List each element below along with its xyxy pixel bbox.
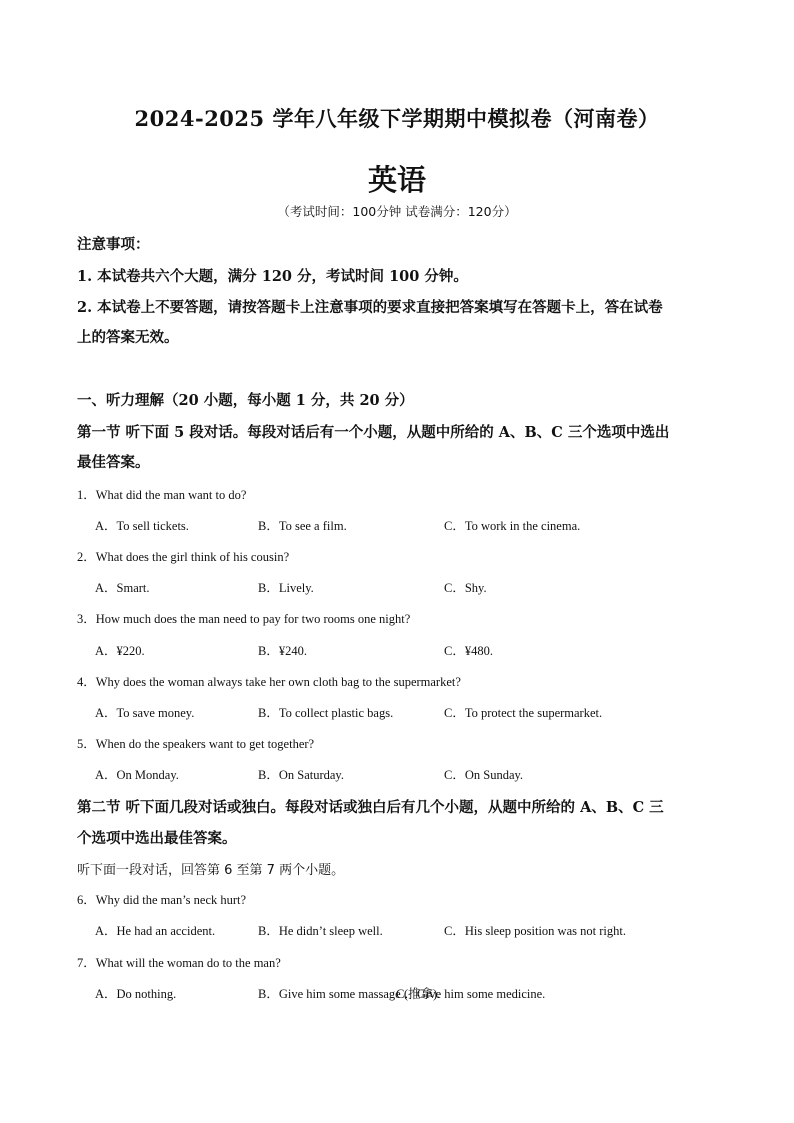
option-c: C．To work in the cinema. bbox=[444, 519, 581, 533]
subject-title: 英语 bbox=[367, 163, 426, 197]
section-1-heading: 一、听力理解（20 小题，每小题 1 分，共 20 分） bbox=[77, 392, 414, 409]
question-2: 2．What does the girl think of his cousin? bbox=[77, 550, 290, 564]
question-1-options bbox=[95, 516, 775, 534]
option-c: C．Give him some medicine. bbox=[396, 987, 546, 1001]
option-a: A．Do nothing. bbox=[95, 987, 177, 1001]
option-c: C．To protect the supermarket. bbox=[444, 706, 603, 720]
part-1-instruction-line-2: 最佳答案。 bbox=[77, 454, 150, 471]
part-1-instruction-line-1: 第一节 听下面 5 段对话。每段对话后有一个小题，从题中所给的 A、B、C 三个选项中选出 bbox=[77, 424, 670, 441]
question-2-options bbox=[95, 578, 775, 596]
option-a: A．To save money. bbox=[95, 706, 195, 720]
option-c: C．Shy. bbox=[444, 581, 487, 595]
option-b: B．To collect plastic bags. bbox=[258, 706, 394, 720]
notice-heading: 注意事项： bbox=[77, 236, 150, 253]
question-4: 4．Why does the woman always take her own cloth bag to the supermarket? bbox=[77, 675, 461, 689]
option-a: A．Smart. bbox=[95, 581, 150, 595]
option-a: A．On Monday. bbox=[95, 768, 179, 782]
question-3-options bbox=[95, 641, 775, 659]
option-c: C．His sleep position was not right. bbox=[444, 924, 626, 938]
option-c: C．On Sunday. bbox=[444, 768, 524, 782]
notice-line-2a: 2. 本试卷上不要答题，请按答题卡上注意事项的要求直接把答案填写在答题卡上，答在试卷 bbox=[77, 299, 663, 316]
option-a: A．He had an accident. bbox=[95, 924, 216, 938]
option-c: C．¥480. bbox=[444, 644, 493, 658]
question-5-options bbox=[95, 765, 775, 783]
option-b: B．He didn’t sleep well. bbox=[258, 924, 383, 938]
part-2-instruction-line-1: 第二节 听下面几段对话或独白。每段对话或独白后有几个小题，从题中所给的 A、B、C 三 bbox=[77, 799, 664, 816]
option-a: A．To sell tickets. bbox=[95, 519, 189, 533]
option-b: B．Give him some massage (推拿). bbox=[258, 987, 441, 1001]
notice-line-2b: 上的答案无效。 bbox=[77, 329, 179, 346]
dialogue-instruction-6-7: 听下面一段对话，回答第 6 至第 7 两个小题。 bbox=[77, 863, 345, 878]
question-5: 5．When do the speakers want to get together? bbox=[77, 737, 315, 751]
option-b: B．On Saturday. bbox=[258, 768, 344, 782]
option-b: B．Lively. bbox=[258, 581, 314, 595]
option-a: A．¥220. bbox=[95, 644, 145, 658]
exam-info: （考试时间：100分钟 试卷满分：120分） bbox=[277, 204, 517, 219]
notice-line-1: 1. 本试卷共六个大题，满分 120 分，考试时间 100 分钟。 bbox=[77, 268, 468, 285]
question-6: 6．Why did the man’s neck hurt? bbox=[77, 893, 247, 907]
exam-title: 2024-2025 学年八年级下学期期中模拟卷（河南卷） bbox=[134, 106, 660, 131]
question-7-options bbox=[95, 984, 775, 1002]
question-7: 7．What will the woman do to the man? bbox=[77, 956, 281, 970]
question-1: 1．What did the man want to do? bbox=[77, 488, 247, 502]
option-b: B．To see a film. bbox=[258, 519, 347, 533]
part-2-instruction-line-2: 个选项中选出最佳答案。 bbox=[77, 830, 237, 847]
question-3: 3．How much does the man need to pay for two rooms one night? bbox=[77, 612, 411, 626]
question-6-options bbox=[95, 921, 775, 939]
option-b: B．¥240. bbox=[258, 644, 307, 658]
question-4-options bbox=[95, 703, 775, 721]
